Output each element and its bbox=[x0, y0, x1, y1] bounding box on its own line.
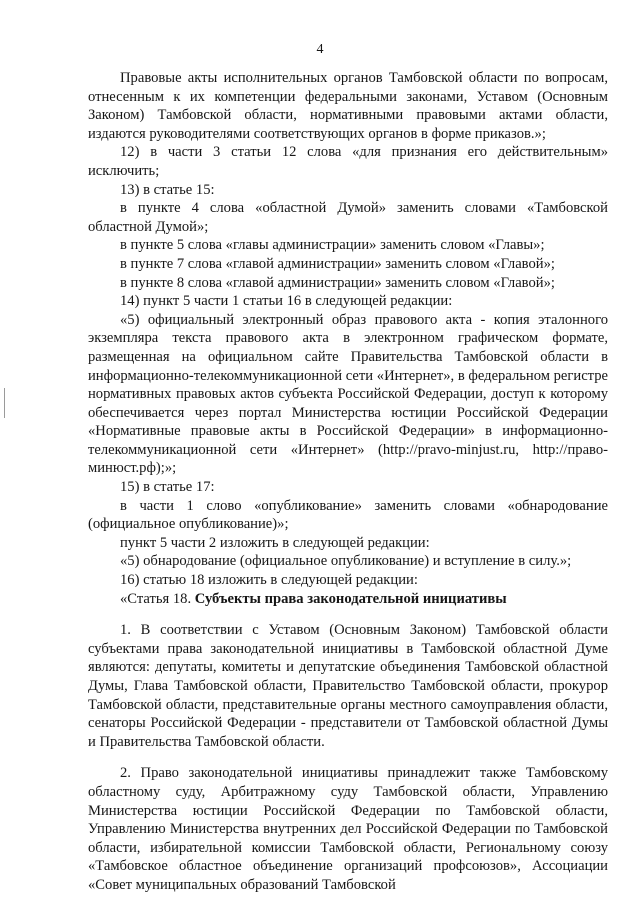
article-heading bbox=[88, 590, 608, 609]
paragraph: 16) статью 18 изложить в следующей редакции: bbox=[120, 572, 418, 589]
paragraph: 14) пункт 5 части 1 статьи 16 в следующей редакции: bbox=[120, 293, 453, 310]
paragraph: 15) в статье 17: bbox=[120, 479, 215, 496]
article-paragraph: 1. В соответствии с Уставом (Основным Законом) Тамбовской области субъектами права законодательной инициативы в Тамбовской областной Думе являются: депутаты, комитеты и депутатские объединения Тамбовской областной Думы, Глава Тамбовской области, Правительство Тамбовской области, прокурор Тамбовской области, представительные органы местного самоуправления области, сенаторы Российской Федерации - представители от Тамбовской областной Думы и Правительства Тамбовской области. bbox=[88, 622, 608, 750]
paragraph: в пункте 5 слова «главы администрации» заменить словом «Главы»; bbox=[120, 237, 545, 254]
article-heading-title: Субъекты права законодательной инициативы bbox=[194, 590, 507, 607]
scan-margin-mark bbox=[4, 388, 5, 418]
paragraph: 13) в статье 15: bbox=[120, 181, 215, 198]
paragraph: пункт 5 части 2 изложить в следующей редакции: bbox=[120, 534, 430, 551]
paragraph: «5) обнародование (официальное опубликование) и вступление в силу.»; bbox=[120, 553, 572, 570]
paragraph: в пункте 7 слова «главой администрации» заменить словом «Главой»; bbox=[120, 255, 555, 272]
paragraph: в части 1 слово «опубликование» заменить словами «обнародование (официальное опубликование)»; bbox=[88, 497, 608, 533]
page-number: 4 bbox=[316, 42, 324, 57]
article-heading-prefix: «Статья 18. bbox=[120, 590, 195, 607]
document-body bbox=[88, 69, 608, 895]
article-paragraph: 2. Право законодательной инициативы принадлежит также Тамбовскому областному суду, Арбитражному суду Тамбовской области, Управлению Министерства юстиции Российской Федерации по Тамбовской области, Управлению Министерства внутренних дел Российской Федерации по Тамбовской области, избирательной комиссии Тамбовской области, Региональному союзу «Тамбовское областное объединение организаций профсоюзов», Ассоциации «Совет муниципальных образований Тамбовской bbox=[88, 765, 608, 893]
paragraph: 12) в части 3 статьи 12 слова «для признания его действительным» исключить; bbox=[88, 144, 608, 179]
paragraph: в пункте 8 слова «главой администрации» заменить словом «Главой»; bbox=[120, 274, 555, 291]
paragraph: Правовые акты исполнительных органов Тамбовской области по вопросам, отнесенным к их компетенции федеральными законами, Уставом (Основным Законом) Тамбовской области, нормативными правовыми актами области, издаются руководителями соответствующих органов в форме приказов.»; bbox=[88, 70, 608, 142]
paragraph: «5) официальный электронный образ правового акта - копия эталонного экземпляра текста правового акта в электронном графическом формате, размещенная на официальном сайте Правительства Тамбовской области в информационно-телекоммуникационной сети «Интернет», в федеральном регистре нормативных правовых актов субъекта Российской Федерации, доступ к которому обеспечивается через портал Министерства юстиции Российской Федерации «Нормативные правовые акты в Российской Федерации» в информационно-телекоммуникационной сети «Интернет» (http://pravo-minjust.ru, http://право-минюст.рф);»; bbox=[88, 311, 608, 477]
paragraph: в пункте 4 слова «областной Думой» заменить словами «Тамбовской областной Думой»; bbox=[88, 200, 608, 235]
